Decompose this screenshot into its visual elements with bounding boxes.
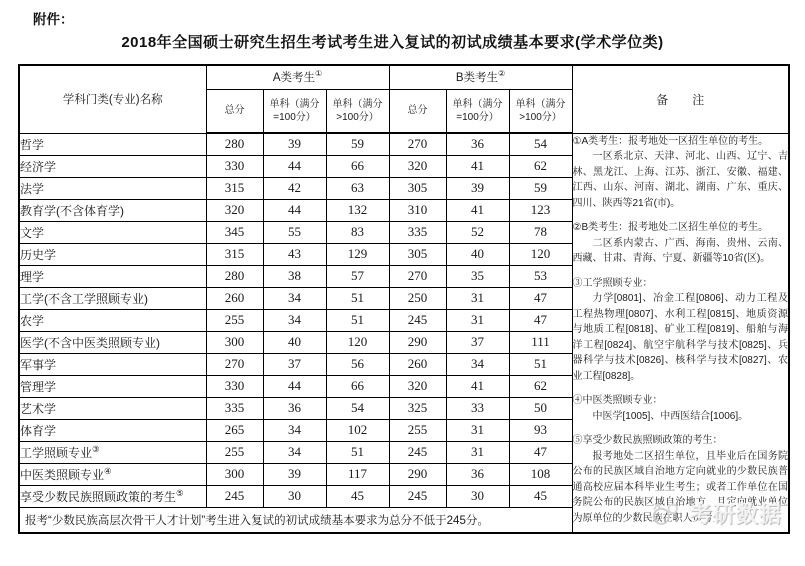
a-total-value: 300	[206, 463, 263, 485]
b-single-gt100-value: 47	[509, 287, 572, 309]
a-total-value: 330	[206, 375, 263, 397]
a-single-100-value: 44	[263, 155, 326, 177]
b-single-gt100-value: 50	[509, 397, 572, 419]
b-total-value: 305	[389, 243, 446, 265]
a-total-value: 265	[206, 419, 263, 441]
b-total-value: 245	[389, 441, 446, 463]
b-total-value: 290	[389, 463, 446, 485]
subject-label: 中医类照顾专业	[20, 467, 105, 482]
a-total-value: 260	[206, 287, 263, 309]
table-body	[19, 133, 789, 533]
b-total-value: 320	[389, 375, 446, 397]
a-total-value: 315	[206, 243, 263, 265]
subject-label: 工学(不含工学照顾专业)	[20, 291, 148, 306]
watermark-text: 考研数据	[689, 502, 782, 527]
watermark	[649, 498, 782, 529]
b-single-gt100-value: 93	[509, 419, 572, 441]
header-b-total: 总分	[389, 89, 446, 133]
notes-cell	[572, 133, 789, 533]
subject-cell	[19, 353, 206, 375]
attachment-label: 附件：	[33, 12, 74, 27]
notes-body	[573, 134, 789, 527]
a-total-value: 255	[206, 441, 263, 463]
a-total-value: 320	[206, 199, 263, 221]
a-single-100-value: 42	[263, 177, 326, 199]
b-single-100-value: 41	[446, 199, 509, 221]
page-title: 2018年全国硕士研究生招生考试考生进入复试的初试成绩基本要求(学术学位类)	[121, 34, 664, 51]
b-single-gt100-value: 120	[509, 243, 572, 265]
b-single-gt100-value: 62	[509, 375, 572, 397]
a-total-value: 345	[206, 221, 263, 243]
a-single-100-value: 39	[263, 463, 326, 485]
a-single-100-value: 44	[263, 375, 326, 397]
b-single-100-value: 31	[446, 441, 509, 463]
a-single-gt100-value: 63	[326, 177, 389, 199]
a-single-100-value: 38	[263, 265, 326, 287]
header-group-b-footnote-ref: ②	[498, 69, 506, 79]
a-single-gt100-value: 51	[326, 441, 389, 463]
b-single-gt100-value: 123	[509, 199, 572, 221]
a-single-gt100-value: 102	[326, 419, 389, 441]
note-paragraph: ③工学照顾专业：	[572, 277, 653, 289]
a-single-100-value: 40	[263, 331, 326, 353]
a-single-gt100-value: 51	[326, 287, 389, 309]
a-total-value: 255	[206, 309, 263, 331]
a-single-gt100-value: 83	[326, 221, 389, 243]
a-single-100-value: 44	[263, 199, 326, 221]
subject-label: 享受少数民族照顾政策的考生	[20, 489, 177, 504]
a-single-100-value: 43	[263, 243, 326, 265]
subject-label: 法学	[20, 181, 45, 196]
note-paragraph: ②B类考生：报考地处二区招生单位的考生。	[572, 222, 769, 233]
b-total-value: 255	[389, 419, 446, 441]
a-single-100-value: 55	[263, 221, 326, 243]
b-total-value: 335	[389, 221, 446, 243]
subject-label: 农学	[20, 313, 45, 328]
header-b-single-gt100: 单科（满分>100分）	[509, 89, 572, 133]
subject-cell	[19, 441, 206, 463]
a-single-gt100-value: 57	[326, 265, 389, 287]
subject-cell	[19, 331, 206, 353]
a-total-value: 330	[206, 155, 263, 177]
note-paragraph: 中医学[1005]、中西医结合[1006]。	[592, 410, 749, 422]
header-group-b-label: B类考生	[455, 72, 498, 85]
a-single-gt100-value: 56	[326, 353, 389, 375]
note-paragraph: ④中医类照顾专业：	[572, 395, 663, 406]
a-single-100-value: 37	[263, 353, 326, 375]
a-single-100-value: 30	[263, 485, 326, 507]
a-total-value: 315	[206, 177, 263, 199]
subject-footnote-ref: ③	[92, 443, 100, 454]
b-single-100-value: 36	[446, 463, 509, 485]
subject-cell	[19, 177, 206, 199]
b-single-100-value: 35	[446, 265, 509, 287]
b-total-value: 325	[389, 397, 446, 419]
b-single-gt100-value: 108	[509, 463, 572, 485]
header-notes-column: 备 注	[572, 65, 789, 133]
b-single-100-value: 36	[446, 133, 509, 155]
a-single-100-value: 34	[263, 287, 326, 309]
subject-cell	[19, 287, 206, 309]
note-paragraph: ⑤享受少数民族照顾政策的考生：	[572, 435, 723, 446]
a-single-gt100-value: 132	[326, 199, 389, 221]
b-single-gt100-value: 47	[509, 309, 572, 331]
a-single-gt100-value: 66	[326, 155, 389, 177]
note-paragraph: 力学[0801]、冶金工程[0806]、动力工程及工程热物理[0807]、水利工程[0815]、地质资源与地质工程[0818]、矿业工程[0819]、船舶与海洋工程[0824]、航空宇航科学与技术[0825]、兵器科学与技术[0826]、核科学与技术[0827]、农业工程[0828]。	[572, 293, 788, 382]
b-total-value: 290	[389, 331, 446, 353]
table-header	[19, 65, 789, 133]
note-paragraph: ①A类考生：报考地处一区招生单位的考生。	[572, 135, 769, 147]
b-total-value: 320	[389, 155, 446, 177]
subject-cell	[19, 155, 206, 177]
header-a-total: 总分	[206, 89, 263, 133]
subject-label: 哲学	[20, 137, 45, 152]
subject-cell	[19, 221, 206, 243]
b-total-value: 245	[389, 485, 446, 507]
a-total-value: 335	[206, 397, 263, 419]
a-single-gt100-value: 66	[326, 375, 389, 397]
b-total-value: 260	[389, 353, 446, 375]
a-total-value: 245	[206, 485, 263, 507]
score-table	[18, 64, 790, 534]
a-single-gt100-value: 45	[326, 485, 389, 507]
a-total-value: 270	[206, 353, 263, 375]
note-paragraph: 报考地处二区招生单位，且毕业后在国务院公布的民族区域自治地方定向就业的少数民族普通高校应届本科毕业生考生；或者工作单位在国务院公布的民族区域自治地方，且定向就业单位为原单位的少数民族在职人员考生。	[572, 450, 788, 524]
a-single-100-value: 34	[263, 309, 326, 331]
subject-label: 历史学	[20, 247, 57, 262]
a-single-gt100-value: 117	[326, 463, 389, 485]
subject-label: 体育学	[20, 423, 57, 438]
header-group-a-label: A类考生	[272, 72, 315, 85]
a-single-gt100-value: 129	[326, 243, 389, 265]
header-group-a	[206, 65, 389, 89]
header-group-a-footnote-ref: ①	[315, 69, 323, 79]
a-single-gt100-value: 120	[326, 331, 389, 353]
header-a-single-100: 单科（满分=100分）	[263, 89, 326, 133]
note-paragraph: 二区系内蒙古、广西、海南、贵州、云南、西藏、甘肃、青海、宁夏、新疆等10省(区)。	[572, 237, 788, 264]
subject-label: 经济学	[20, 159, 57, 174]
subject-cell	[19, 397, 206, 419]
header-a-single-gt100: 单科（满分>100分）	[326, 89, 389, 133]
subject-cell	[19, 133, 206, 155]
b-single-100-value: 41	[446, 155, 509, 177]
b-single-gt100-value: 111	[509, 331, 572, 353]
subject-cell	[19, 485, 206, 507]
subject-footnote-ref: ⑤	[176, 487, 184, 498]
a-total-value: 280	[206, 133, 263, 155]
subject-cell	[19, 265, 206, 287]
subject-label: 理学	[20, 269, 45, 284]
b-single-100-value: 31	[446, 287, 509, 309]
a-total-value: 280	[206, 265, 263, 287]
subject-cell	[19, 375, 206, 397]
subject-label: 军事学	[20, 357, 57, 372]
header-group-b	[389, 65, 572, 89]
b-single-gt100-value: 47	[509, 441, 572, 463]
b-single-100-value: 41	[446, 375, 509, 397]
subject-label: 医学(不含中医类照顾专业)	[20, 335, 160, 350]
b-total-value: 270	[389, 133, 446, 155]
a-total-value: 300	[206, 331, 263, 353]
a-single-100-value: 39	[263, 133, 326, 155]
subject-label: 工学照顾专业	[20, 445, 93, 460]
kaoyan-data-logo-icon	[649, 500, 687, 527]
subject-label: 艺术学	[20, 401, 57, 416]
b-total-value: 245	[389, 309, 446, 331]
table-row	[19, 133, 789, 155]
a-single-100-value: 34	[263, 419, 326, 441]
b-single-100-value: 34	[446, 353, 509, 375]
a-single-gt100-value: 54	[326, 397, 389, 419]
subject-cell	[19, 199, 206, 221]
a-single-100-value: 34	[263, 441, 326, 463]
b-single-100-value: 30	[446, 485, 509, 507]
subject-cell	[19, 243, 206, 265]
b-single-gt100-value: 59	[509, 177, 572, 199]
a-single-100-value: 36	[263, 397, 326, 419]
header-b-single-100: 单科（满分=100分）	[446, 89, 509, 133]
subject-cell	[19, 309, 206, 331]
subject-footnote-ref: ④	[104, 465, 112, 476]
b-single-100-value: 39	[446, 177, 509, 199]
subject-cell	[19, 463, 206, 485]
a-single-gt100-value: 59	[326, 133, 389, 155]
subject-label: 管理学	[20, 379, 57, 394]
subject-label: 教育学(不含体育学)	[20, 203, 124, 218]
b-single-100-value: 52	[446, 221, 509, 243]
a-single-gt100-value: 51	[326, 309, 389, 331]
b-single-gt100-value: 54	[509, 133, 572, 155]
b-total-value: 250	[389, 287, 446, 309]
b-total-value: 270	[389, 265, 446, 287]
b-single-100-value: 33	[446, 397, 509, 419]
note-paragraph: 一区系北京、天津、河北、山西、辽宁、吉林、黑龙江、上海、江苏、浙江、安徽、福建、江西、山东、河南、湖北、湖南、广东、重庆、四川、陕西等21省(市)。	[572, 151, 788, 209]
b-single-gt100-value: 62	[509, 155, 572, 177]
b-single-100-value: 31	[446, 419, 509, 441]
b-single-gt100-value: 78	[509, 221, 572, 243]
b-single-gt100-value: 51	[509, 353, 572, 375]
b-single-gt100-value: 53	[509, 265, 572, 287]
b-total-value: 310	[389, 199, 446, 221]
b-total-value: 305	[389, 177, 446, 199]
header-subject-column: 学科门类(专业)名称	[19, 65, 206, 133]
b-single-100-value: 31	[446, 309, 509, 331]
b-single-gt100-value: 45	[509, 485, 572, 507]
b-single-100-value: 40	[446, 243, 509, 265]
subject-label: 文学	[20, 225, 45, 240]
subject-cell	[19, 419, 206, 441]
footer-note: 报考“少数民族高层次骨干人才计划”考生进入复试的初试成绩基本要求为总分不低于245分。	[19, 507, 572, 533]
b-single-100-value: 37	[446, 331, 509, 353]
